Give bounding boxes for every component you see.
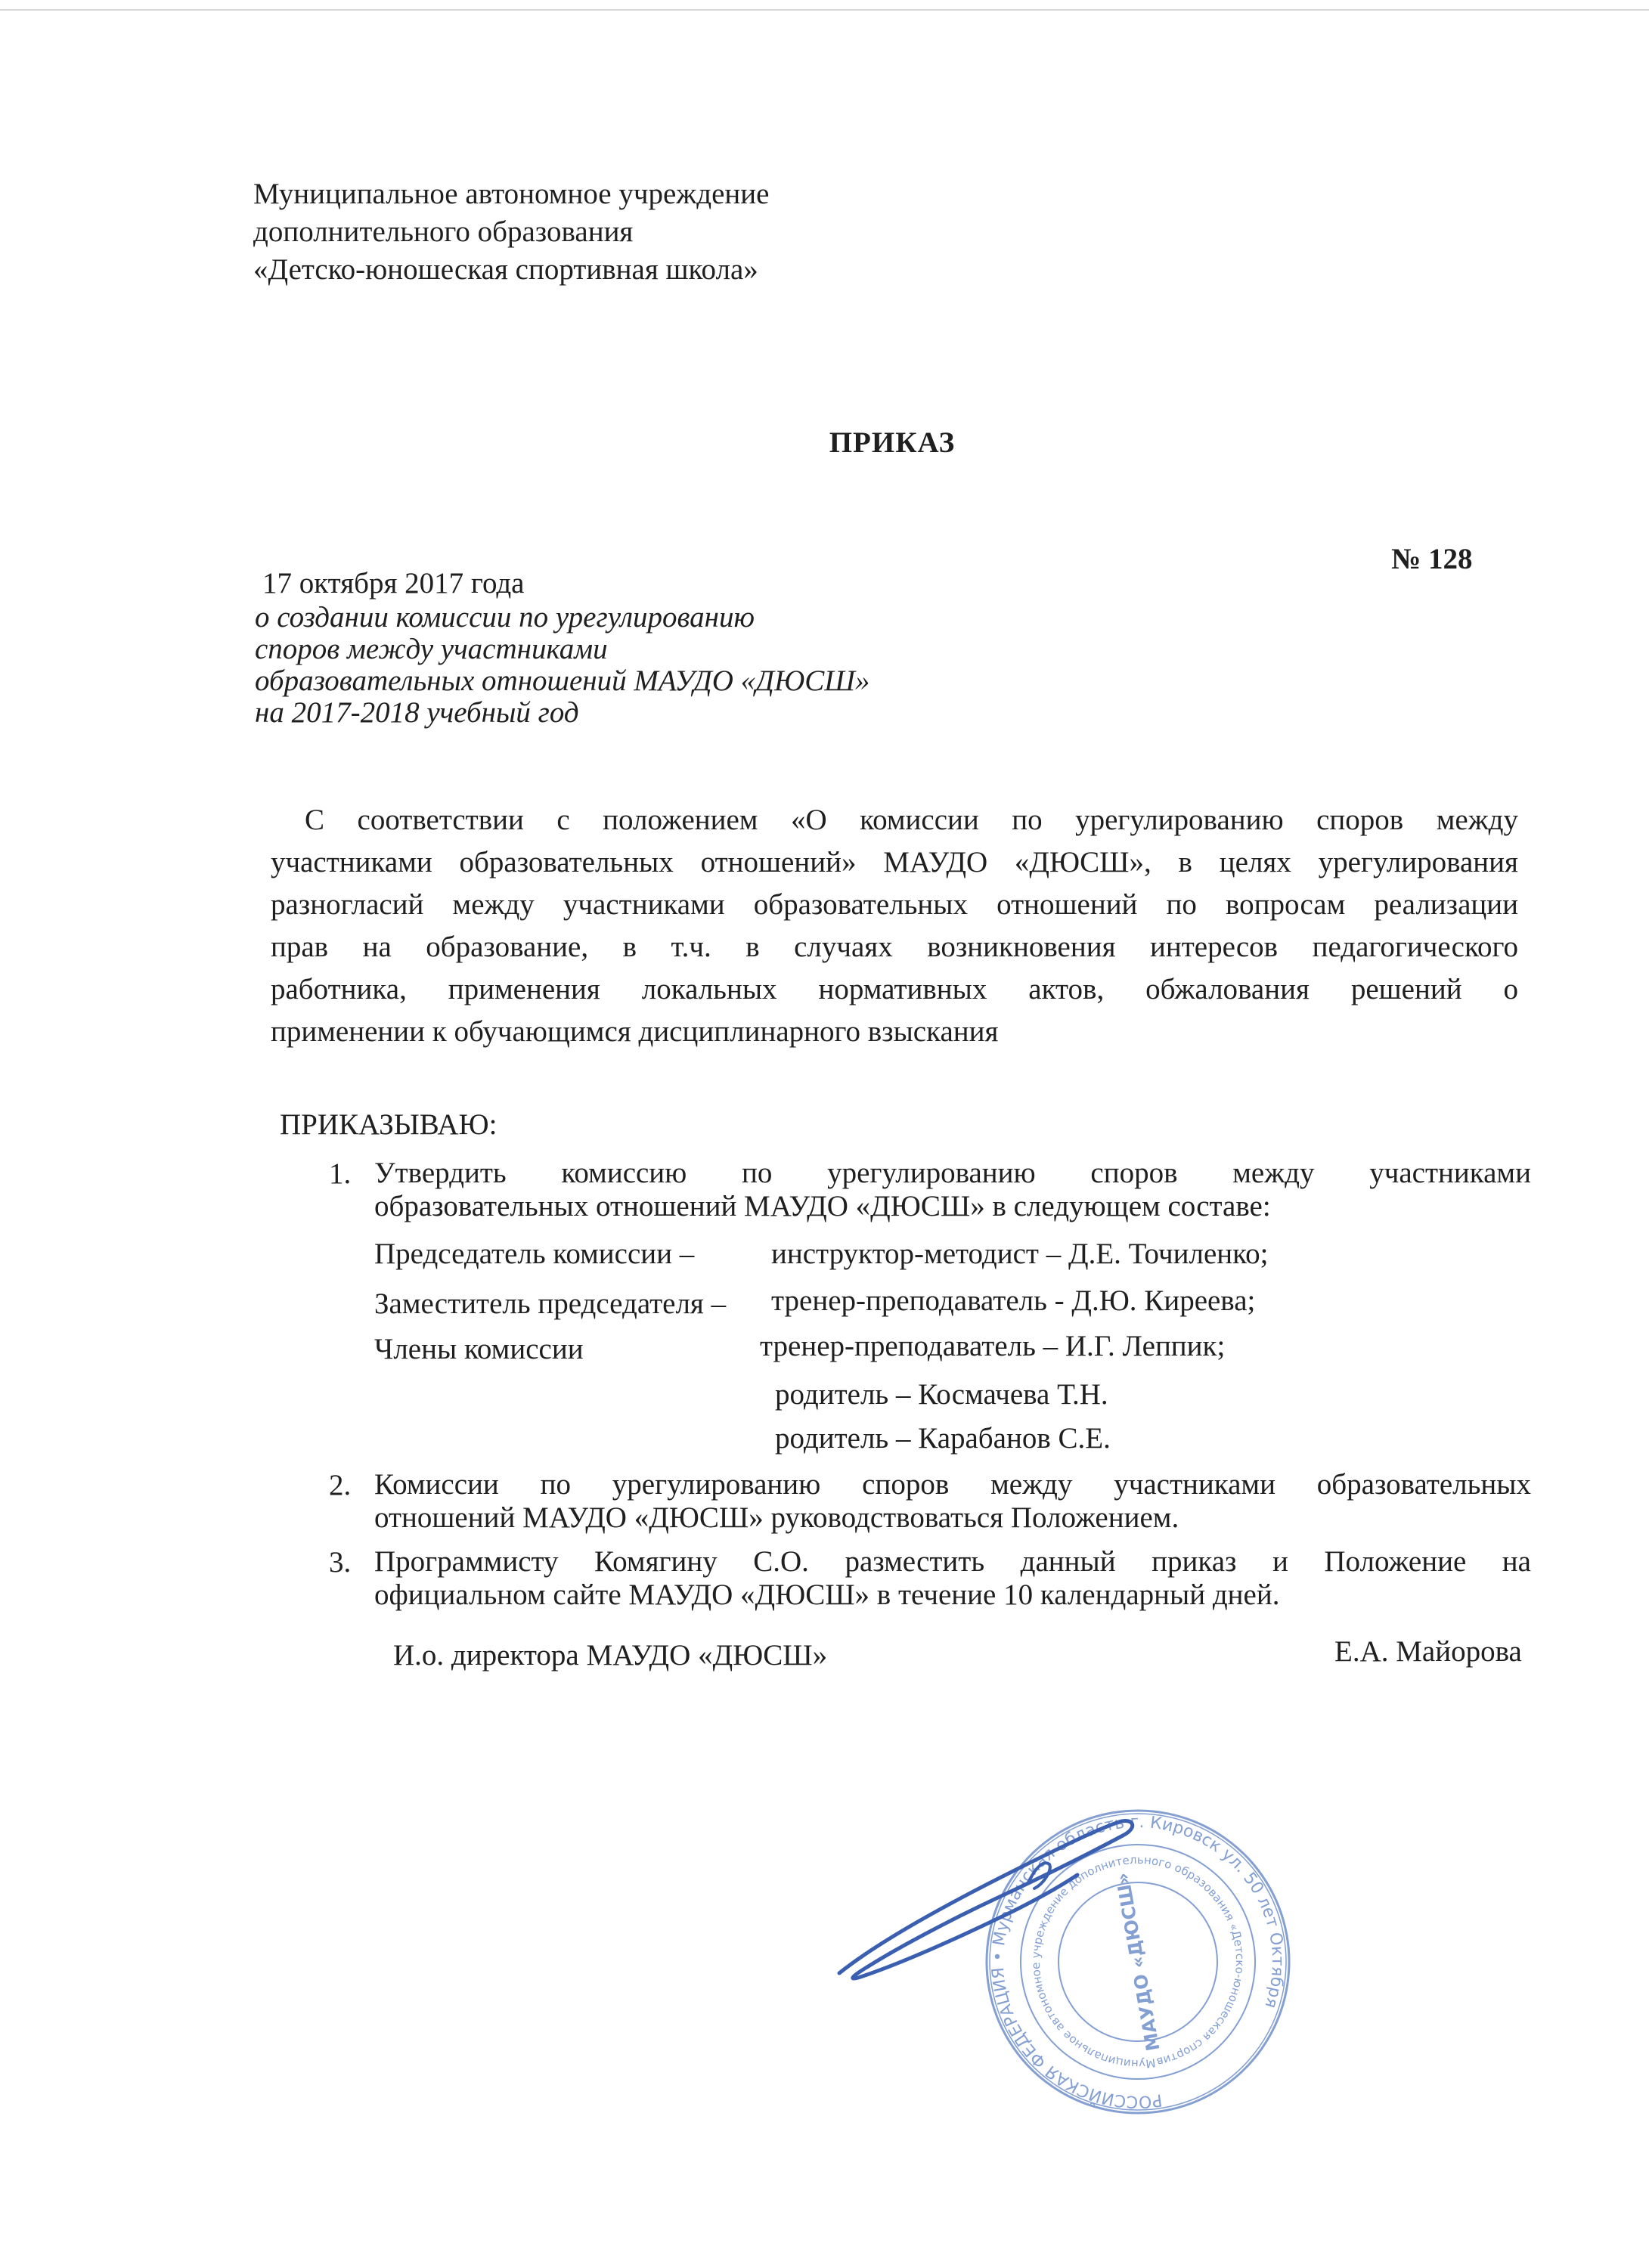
subject-line-1: о создании комиссии по урегулированию bbox=[255, 601, 755, 634]
item-number: 3. bbox=[329, 1546, 352, 1579]
order-subject bbox=[255, 602, 869, 729]
member-deputy-name: тренер-преподаватель - Д.Ю. Киреева; bbox=[771, 1284, 1256, 1317]
item-number: 1. bbox=[329, 1157, 352, 1190]
member-3: родитель – Карабанов С.Е. bbox=[775, 1422, 1111, 1455]
order-number: № 128 bbox=[1391, 543, 1473, 575]
subject-line-4: на 2017-2018 учебный год bbox=[255, 696, 579, 729]
item-line: образовательных отношений МАУДО «ДЮСШ» в следующем составе: bbox=[374, 1190, 1271, 1222]
header-line-3: «Детско-юношеская спортивная школа» bbox=[253, 253, 758, 286]
document-title: ПРИКАЗ bbox=[829, 426, 956, 459]
item-line: Программисту Комягину С.О. разместить данный приказ и Положение на bbox=[374, 1545, 1531, 1578]
item-line: Утвердить комиссию по урегулированию споров между участниками bbox=[374, 1157, 1531, 1189]
item-line: отношений МАУДО «ДЮСШ» руководствоваться Положением. bbox=[374, 1501, 1179, 1534]
organization-header bbox=[253, 175, 769, 289]
stamp-inner-text: Муниципальное автономное учреждение дополнительного образования «Детско-юношеская спортивная bbox=[1028, 1852, 1248, 2071]
signer-name: Е.А. Майорова bbox=[1334, 1635, 1522, 1668]
order-date: 17 октября 2017 года bbox=[262, 567, 525, 600]
member-members-role: Члены комиссии bbox=[374, 1333, 584, 1365]
stamp-center-text: МАУДО «ДЮСШ» bbox=[1111, 1870, 1164, 2053]
preamble-line-6: применении к обучающимся дисциплинарного взыскания bbox=[271, 1015, 999, 1048]
item-line: Комиссии по урегулированию споров между участниками образовательных bbox=[374, 1468, 1531, 1501]
signer-title: И.о. директора МАУДО «ДЮСШ» bbox=[393, 1639, 828, 1672]
member-2: родитель – Космачева Т.Н. bbox=[775, 1378, 1108, 1411]
scan-edge bbox=[0, 9, 1649, 11]
member-deputy-role: Заместитель председателя – bbox=[374, 1287, 727, 1320]
member-chair-name: инструктор-методист – Д.Е. Точиленко; bbox=[771, 1238, 1269, 1270]
preamble-line-1: С соответствии с положением «О комиссии по урегулированию споров между bbox=[305, 804, 1518, 836]
member-1: тренер-преподаватель – И.Г. Леппик; bbox=[760, 1330, 1226, 1362]
preamble-line-5: работника, применения локальных нормативных актов, обжалования решений о bbox=[271, 973, 1518, 1005]
subject-line-2: споров между участниками bbox=[255, 633, 608, 665]
item-line: официальном сайте МАУДО «ДЮСШ» в течение 10 календарный дней. bbox=[374, 1579, 1280, 1611]
preamble-line-2: участниками образовательных отношений» МАУДО «ДЮСШ», в целях урегулирования bbox=[271, 846, 1518, 878]
preamble-line-4: прав на образование, в т.ч. в случаях возникновения интересов педагогического bbox=[271, 931, 1518, 963]
order-label: ПРИКАЗЫВАЮ: bbox=[280, 1108, 497, 1141]
item-number: 2. bbox=[329, 1469, 352, 1501]
subject-line-3: образовательных отношений МАУДО «ДЮСШ» bbox=[255, 665, 870, 697]
preamble-line-3: разногласий между участниками образовательных отношений по вопросам реализации bbox=[271, 888, 1518, 921]
header-line-2: дополнительного образования bbox=[253, 215, 634, 248]
handwritten-signature bbox=[817, 1792, 1149, 1988]
preamble-paragraph bbox=[271, 799, 1518, 1053]
member-chair-role: Председатель комиссии – bbox=[374, 1238, 695, 1270]
stamp-outer-text: РОССИЙСКАЯ ФЕДЕРАЦИЯ • Мурманская область г. Кировск ул. 50 лет Октября bbox=[988, 1812, 1288, 2112]
header-line-1: Муниципальное автономное учреждение bbox=[253, 178, 770, 210]
